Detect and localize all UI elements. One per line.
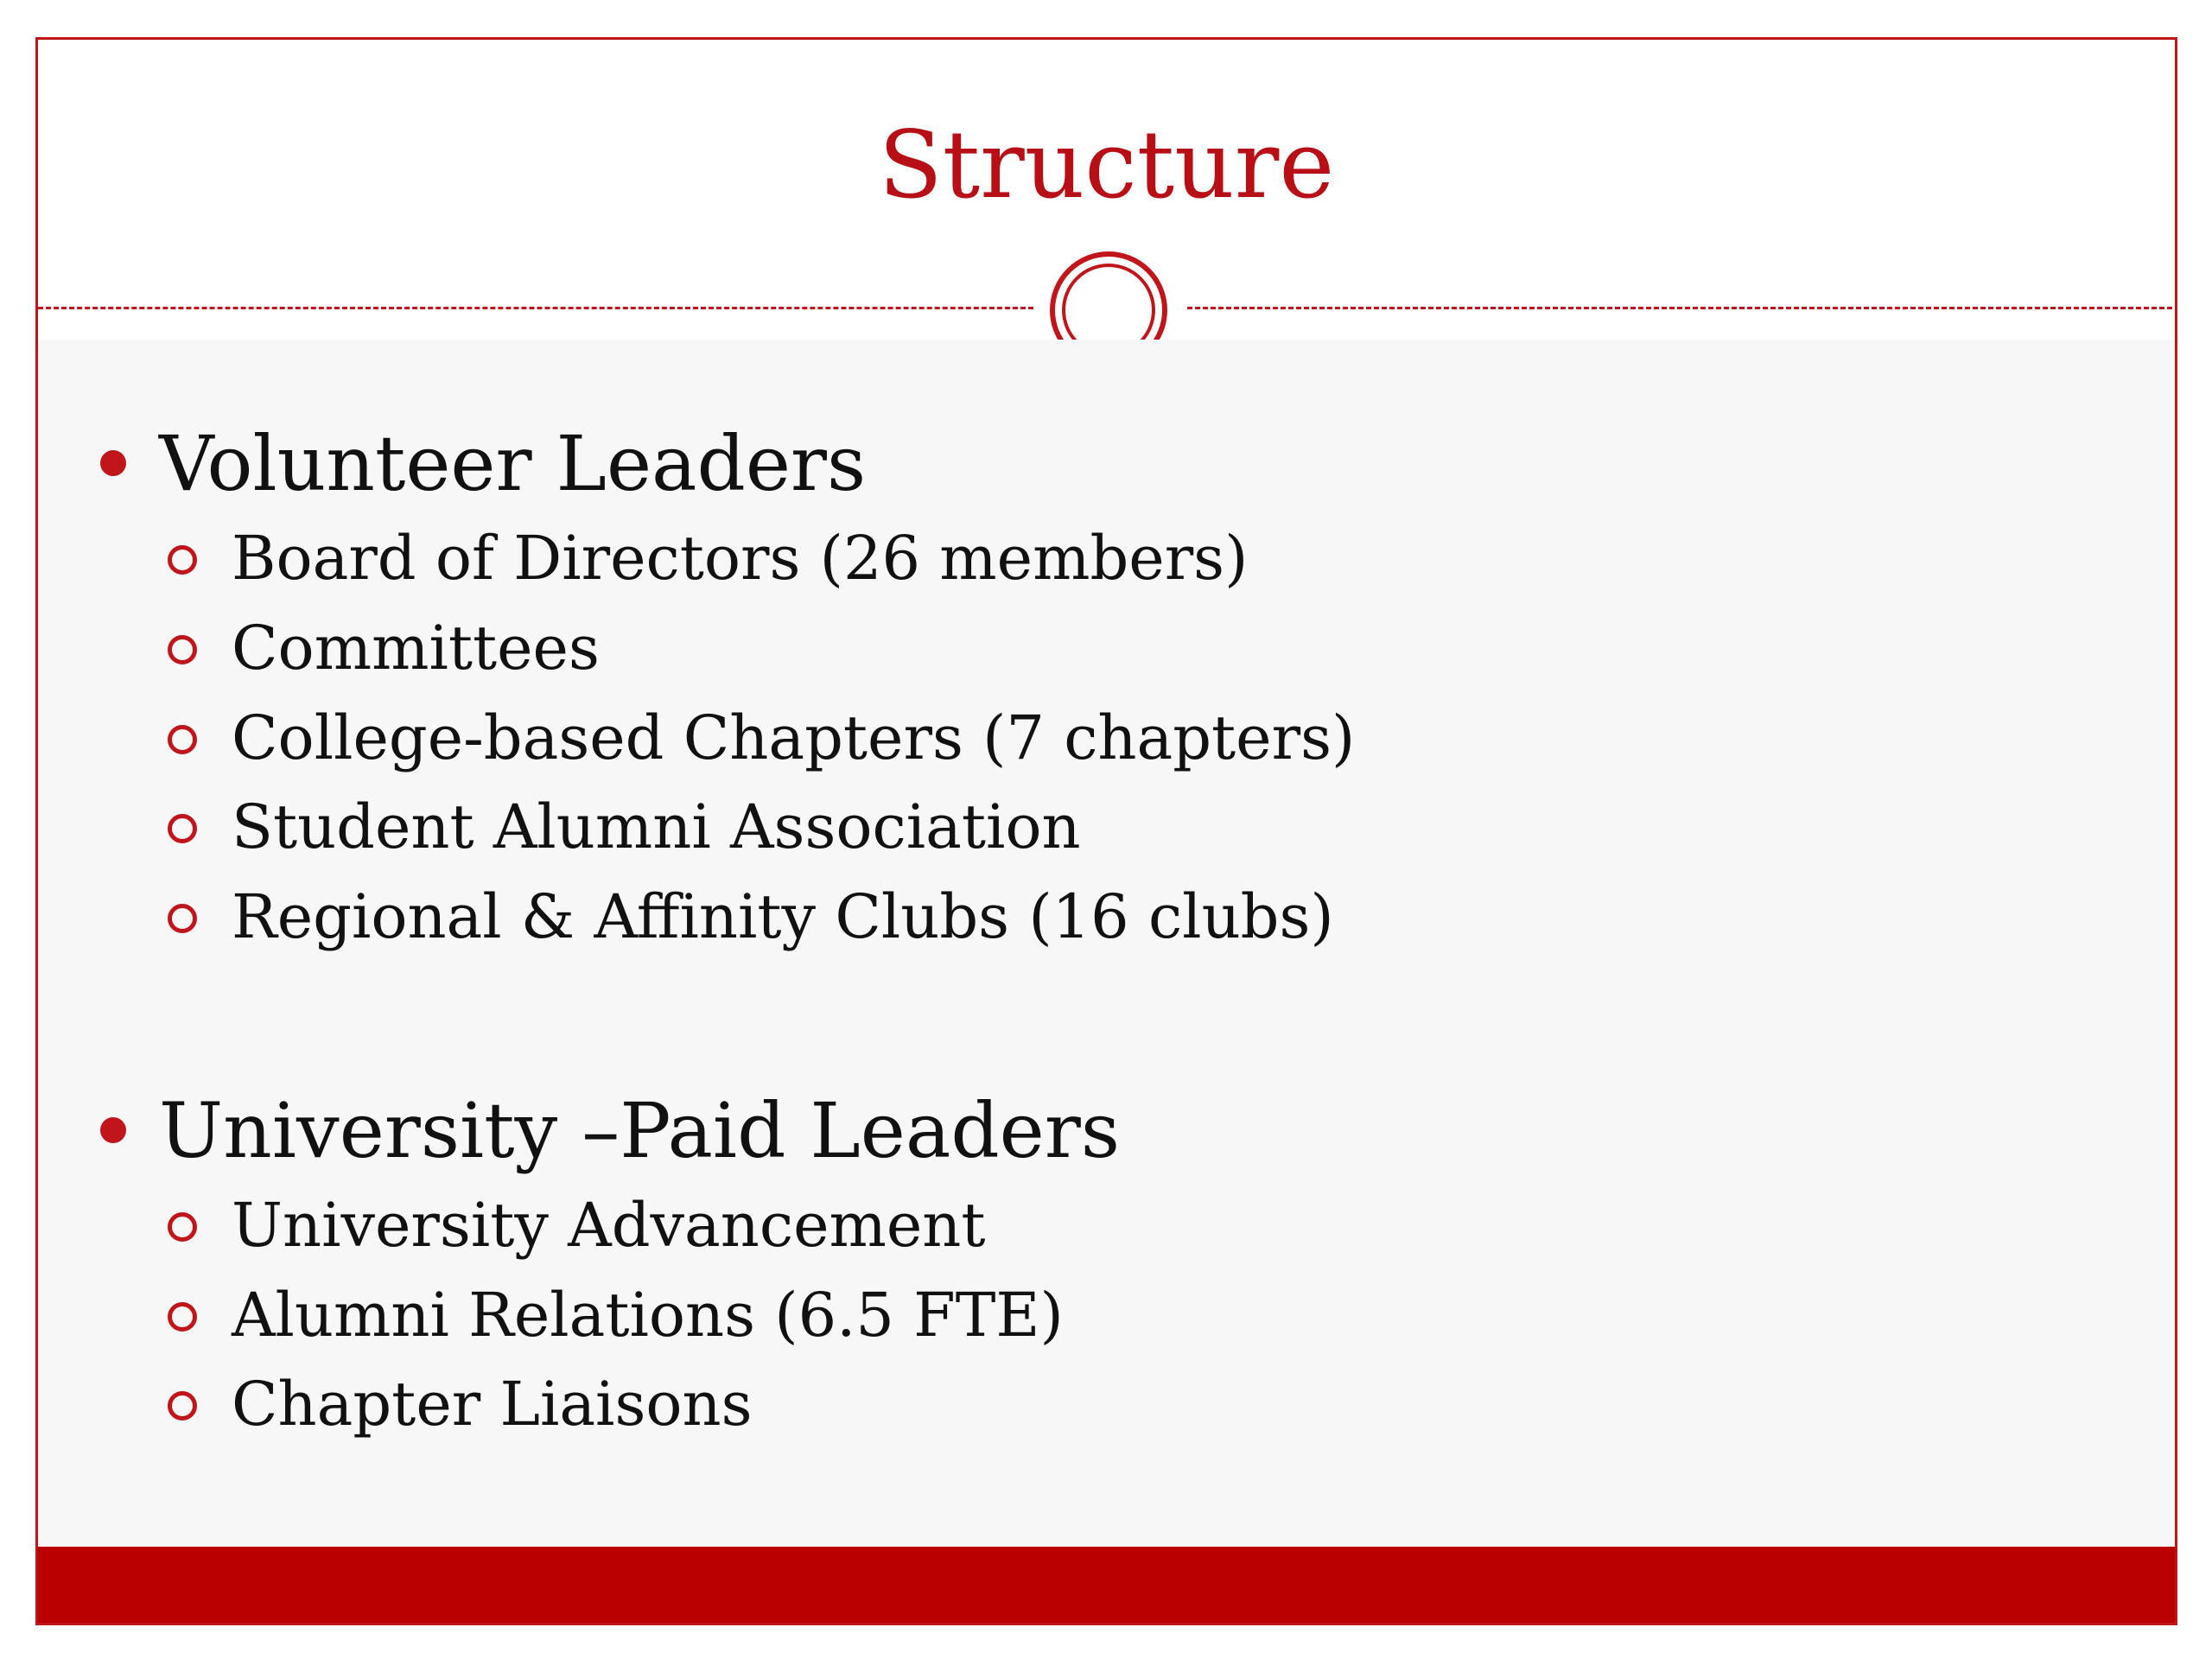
bullet-ring-icon [168, 725, 197, 754]
sub-bullet-label: Regional & Affinity Clubs (16 clubs) [232, 881, 1334, 952]
sub-bullet-chapter-liaisons [168, 1369, 753, 1440]
slide-title: Structure [878, 111, 1335, 219]
title-area [38, 40, 2175, 340]
content-area [38, 340, 2175, 1589]
slide [35, 37, 2177, 1625]
bullet-ring-icon [168, 635, 197, 664]
sub-bullet-student-alumni [168, 791, 1081, 862]
sub-bullet-committees [168, 613, 600, 683]
sub-bullet-regional-clubs [168, 881, 1334, 952]
sub-bullet-college-chapters [168, 702, 1356, 773]
section-heading: University –Paid Leaders [159, 1086, 1120, 1175]
section-heading: Volunteer Leaders [159, 419, 867, 508]
bullet-ring-icon [168, 814, 197, 843]
bullet-ring-icon [168, 1212, 197, 1242]
bullet-university-paid-leaders [100, 1086, 1120, 1175]
sub-bullet-label: College-based Chapters (7 chapters) [232, 702, 1356, 773]
bullet-ring-icon [168, 1391, 197, 1421]
sub-bullet-label: Board of Directors (26 members) [232, 523, 1249, 594]
bullet-dot-icon [100, 450, 126, 476]
sub-bullet-label: Committees [232, 613, 600, 683]
bullet-ring-icon [168, 545, 197, 575]
sub-bullet-board-of-directors [168, 523, 1249, 594]
bullet-ring-icon [168, 1302, 197, 1332]
sub-bullet-university-advancement [168, 1190, 986, 1261]
title-divider-left [38, 307, 1033, 309]
footer-bar [38, 1547, 2175, 1623]
sub-bullet-alumni-relations [168, 1280, 1064, 1351]
sub-bullet-label: Chapter Liaisons [232, 1369, 753, 1440]
bullet-ring-icon [168, 904, 197, 933]
bullet-dot-icon [100, 1117, 126, 1143]
bullet-volunteer-leaders [100, 419, 867, 508]
title-divider-right [1187, 307, 2177, 309]
sub-bullet-label: Student Alumni Association [232, 791, 1081, 862]
sub-bullet-label: University Advancement [232, 1190, 986, 1261]
sub-bullet-label: Alumni Relations (6.5 FTE) [232, 1280, 1064, 1351]
